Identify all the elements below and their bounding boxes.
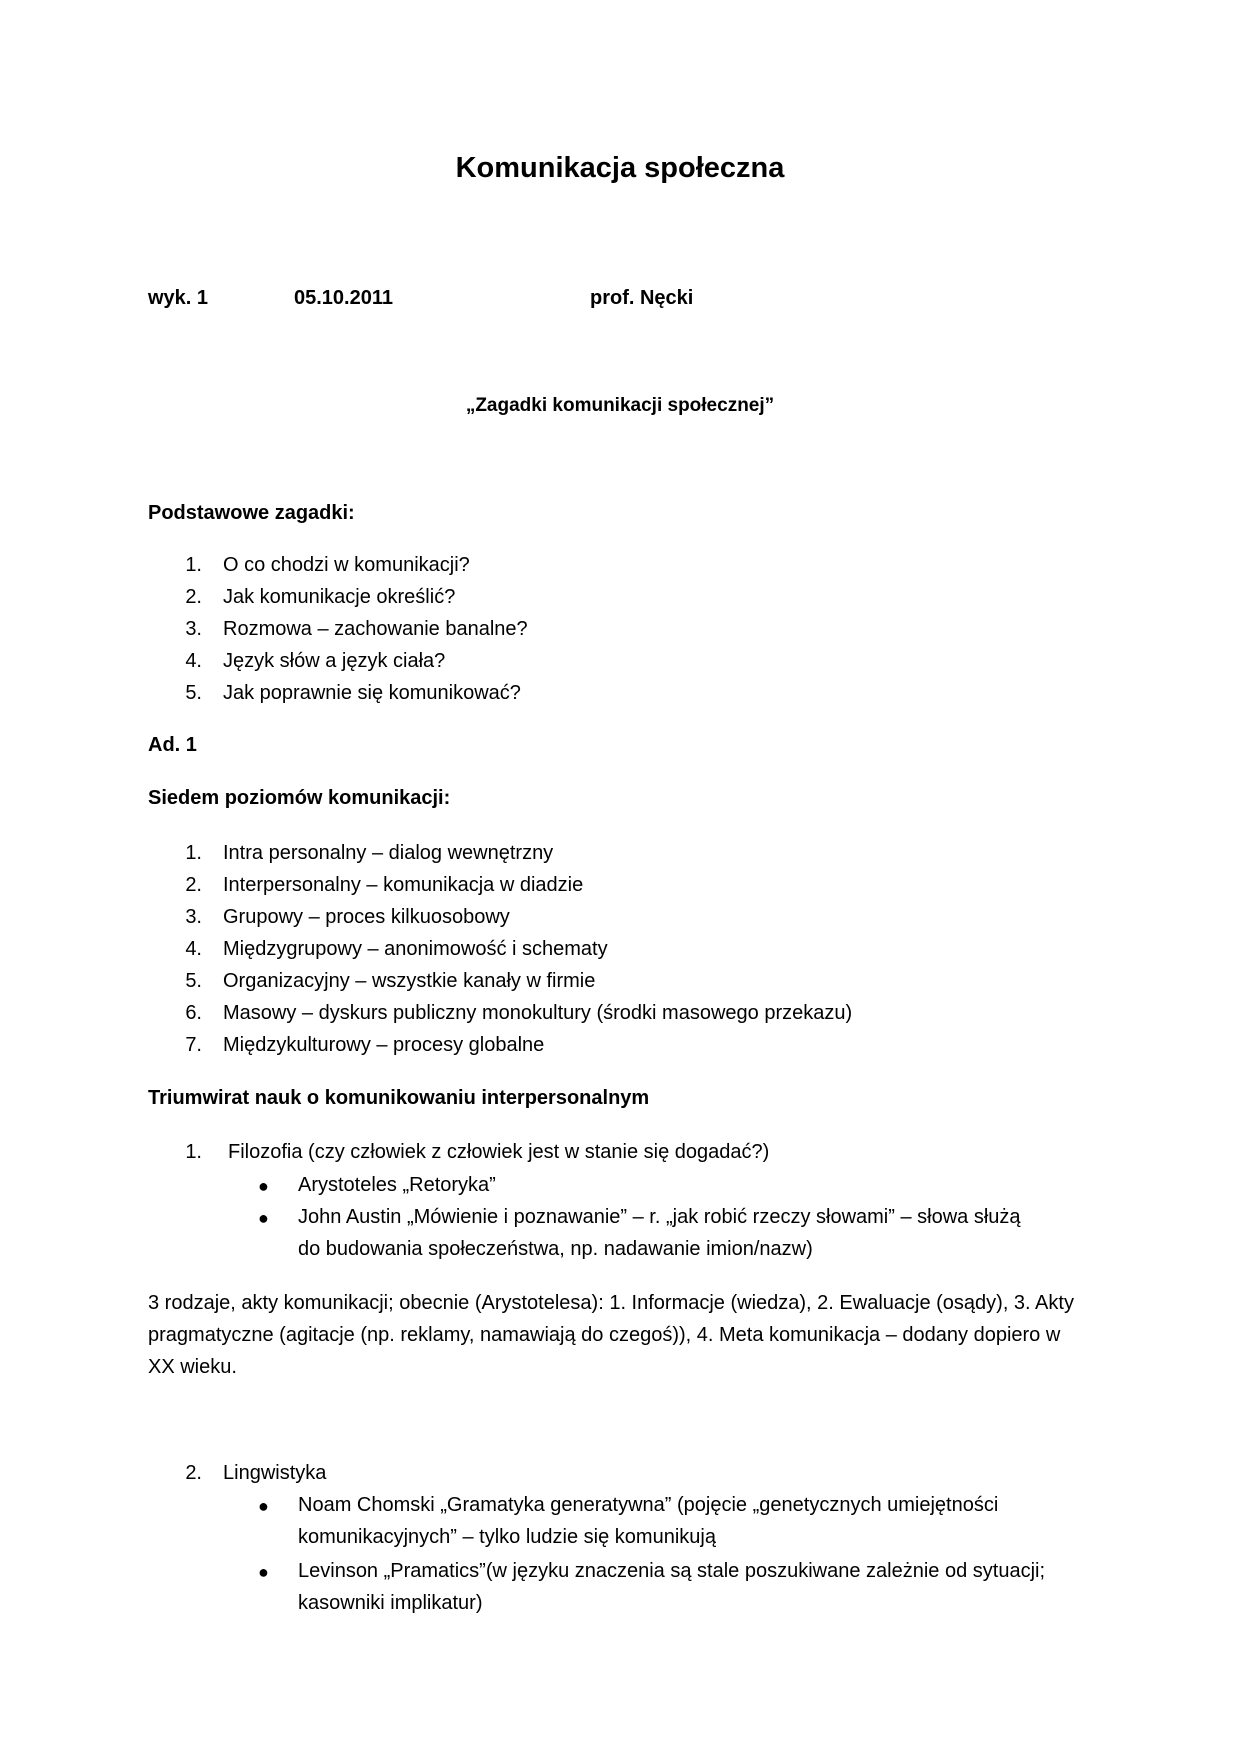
list-item: Masowy – dyskurs publiczny monokultury (środki masowego przekazu) bbox=[223, 1002, 853, 1024]
list-item: Język słów a język ciała? bbox=[223, 650, 446, 672]
bullet-item-continuation: do budowania społeczeństwa, np. nadawanie imion/nazw) bbox=[298, 1238, 813, 1260]
list-item-number: 5. bbox=[185, 970, 202, 992]
list-item-number: 1. bbox=[185, 842, 202, 864]
list-item-number: 3. bbox=[185, 906, 202, 928]
bullet-item-continuation: kasowniki implikatur) bbox=[298, 1592, 483, 1614]
list-item-number: 3. bbox=[185, 618, 202, 640]
list-item-number: 2. bbox=[185, 1462, 202, 1484]
list-item-number: 2. bbox=[185, 586, 202, 608]
list-item: Jak poprawnie się komunikować? bbox=[223, 682, 521, 704]
lecture-subtitle: „Zagadki komunikacji społecznej” bbox=[465, 395, 775, 416]
list-item: Rozmowa – zachowanie banalne? bbox=[223, 618, 528, 640]
bullet-icon: ● bbox=[258, 1562, 269, 1582]
list-item: Jak komunikacje określić? bbox=[223, 586, 456, 608]
bullet-item: John Austin „Mówienie i poznawanie” – r. „jak robić rzeczy słowami” – słowa służą bbox=[298, 1206, 1021, 1228]
bullet-icon: ● bbox=[258, 1496, 269, 1516]
list-item: Międzykulturowy – procesy globalne bbox=[223, 1034, 545, 1056]
bullet-icon: ● bbox=[258, 1208, 269, 1228]
list-item: Organizacyjny – wszystkie kanały w firmie bbox=[223, 970, 596, 992]
list-item: Lingwistyka bbox=[223, 1462, 327, 1484]
document-title: Komunikacja społeczna bbox=[455, 152, 785, 184]
bullet-item: Levinson „Pramatics”(w języku znaczenia są stale poszukiwane zależnie od sytuacji; bbox=[298, 1560, 1046, 1582]
lecturer-name: prof. Nęcki bbox=[590, 287, 694, 309]
basic-heading: Podstawowe zagadki: bbox=[148, 502, 355, 524]
list-item: Intra personalny – dialog wewnętrzny bbox=[223, 842, 554, 864]
bullet-item: Arystoteles „Retoryka” bbox=[298, 1174, 496, 1196]
list-item-number: 2. bbox=[185, 874, 202, 896]
lecture-date: 05.10.2011 bbox=[294, 287, 393, 309]
list-item-number: 4. bbox=[185, 938, 202, 960]
bullet-item: Noam Chomski „Gramatyka generatywna” (pojęcie „genetycznych umiejętności bbox=[298, 1494, 999, 1516]
list-item-number: 5. bbox=[185, 682, 202, 704]
list-item: Międzygrupowy – anonimowość i schematy bbox=[223, 938, 608, 960]
list-item-number: 6. bbox=[185, 1002, 202, 1024]
ad1-heading: Ad. 1 bbox=[148, 734, 197, 756]
bullet-icon: ● bbox=[258, 1176, 269, 1196]
list-item-number: 7. bbox=[185, 1034, 202, 1056]
acts-paragraph: 3 rodzaje, akty komunikacji; obecnie (Arystotelesa): 1. Informacje (wiedza), 2. Ewaluacje (osądy), 3. Akty pragmatyczne (agitacje (np. reklamy, namawiają do czegoś)), 4. Meta komunikacja – dodany dopiero w XX wieku. bbox=[148, 1292, 1074, 1378]
list-item-number: 1. bbox=[185, 554, 202, 576]
list-item: Grupowy – proces kilkuosobowy bbox=[223, 906, 510, 928]
list-item-number: 4. bbox=[185, 650, 202, 672]
lecture-number: wyk. 1 bbox=[148, 287, 209, 309]
triumvirate-heading: Triumwirat nauk o komunikowaniu interpersonalnym bbox=[148, 1087, 650, 1109]
list-item: Filozofia (czy człowiek z człowiek jest w stanie się dogadać?) bbox=[228, 1141, 770, 1163]
levels-heading: Siedem poziomów komunikacji: bbox=[148, 787, 451, 809]
list-item-number: 1. bbox=[185, 1141, 202, 1163]
list-item: Interpersonalny – komunikacja w diadzie bbox=[223, 874, 584, 896]
list-item: O co chodzi w komunikacji? bbox=[223, 554, 470, 576]
bullet-item-continuation: komunikacyjnych” – tylko ludzie się komunikują bbox=[298, 1526, 716, 1548]
